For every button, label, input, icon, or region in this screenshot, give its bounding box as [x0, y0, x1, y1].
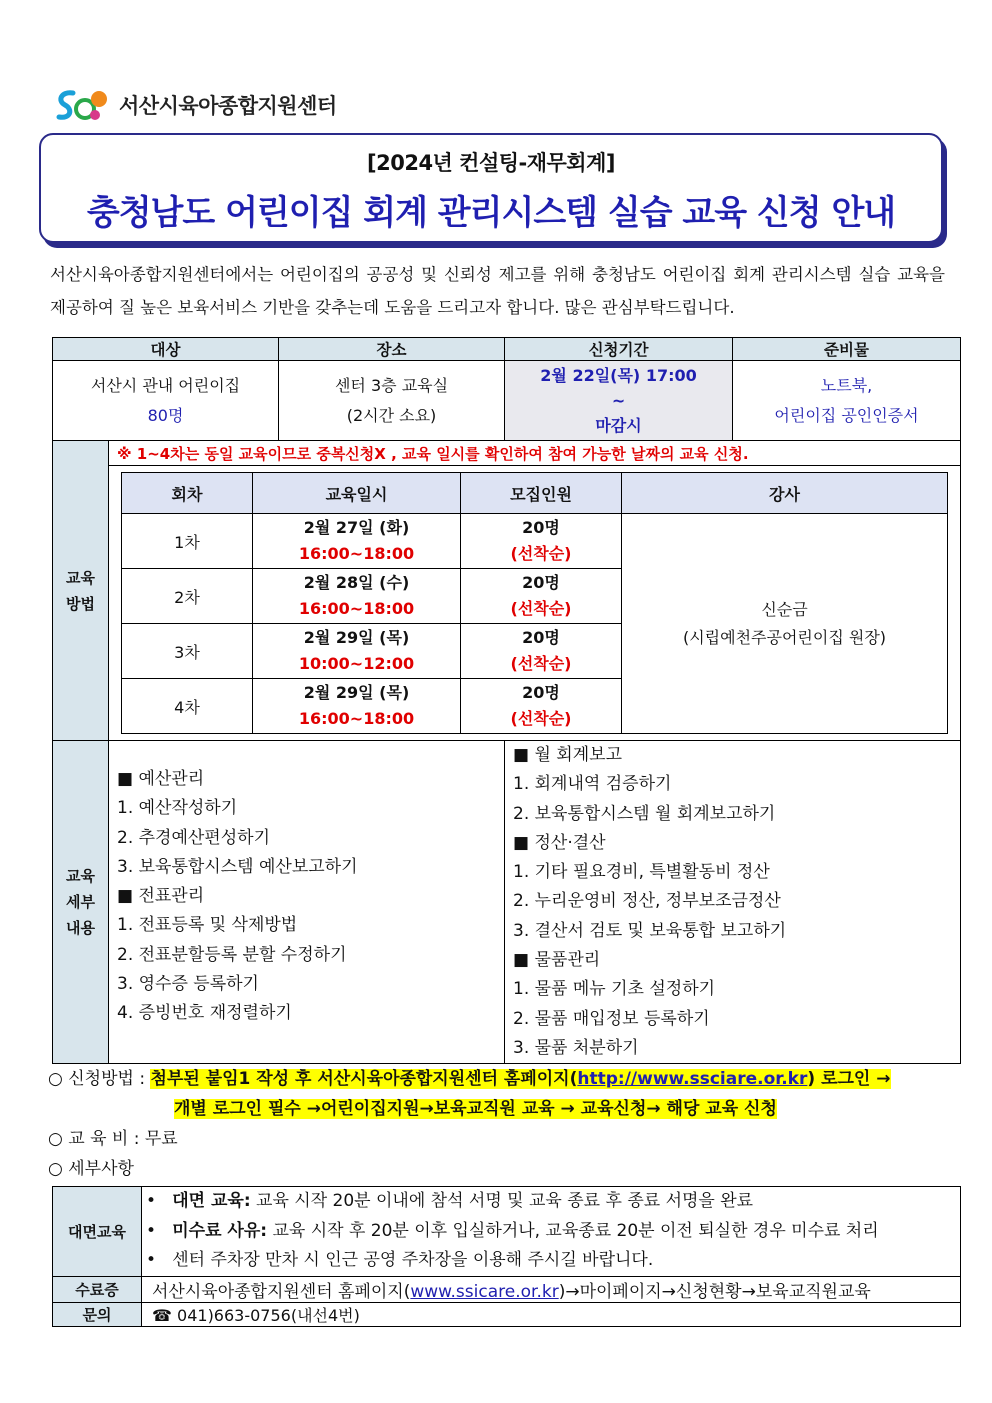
session-datetime [253, 569, 461, 624]
cert-link[interactable]: www.ssicare.or.kr [410, 1281, 559, 1302]
session-date: 2월 28일 (수) [303, 573, 410, 592]
instructor-title: (시립예천주공어린이집 원장) [682, 627, 887, 647]
contact-label: 문의 [53, 1302, 142, 1326]
period-end: 마감시 [595, 416, 642, 435]
session-row [122, 514, 948, 569]
session-capacity [461, 624, 622, 679]
detail-item: 3. 물품 처분하기 [513, 1037, 639, 1058]
session-capacity [461, 679, 622, 734]
session-table [121, 472, 948, 734]
detail-label: 교육 세부 내용 [53, 741, 109, 1064]
contact-number: 041)663-0756(내선4번) [171, 1305, 360, 1325]
apply-method [48, 1064, 948, 1094]
org-logo [55, 85, 337, 125]
session-header-count: 모집인원 [461, 473, 622, 514]
detail-item: 3. 결산서 검토 및 보육통합 보고하기 [513, 920, 787, 941]
face-label: 대면교육 [53, 1187, 142, 1277]
session-note: (선착순) [510, 654, 572, 673]
phone-icon: ☎ [152, 1305, 172, 1325]
fee-line: ○ 교 육 비 : 무료 [48, 1129, 178, 1149]
program-table [52, 337, 961, 1064]
session-round: 3차 [122, 624, 253, 679]
detail-item: ■ 전표관리 [117, 886, 205, 907]
cert-label: 수료증 [53, 1276, 142, 1302]
target-cell [53, 361, 279, 441]
detail-item: 1. 전표등록 및 삭제방법 [117, 915, 298, 936]
method-label: 교육 방법 [53, 441, 109, 741]
detail-item: ■ 물품관리 [513, 950, 601, 971]
detail-item: 2. 추경예산편성하기 [117, 827, 270, 848]
instructor-name: 신순금 [761, 599, 808, 619]
face-bullet-3: • 센터 주차장 만차 시 인근 공영 주차장을 이용해 주시길 바랍니다. [146, 1250, 654, 1270]
session-time: 10:00~12:00 [298, 654, 415, 673]
target-count: 80명 [147, 405, 184, 425]
detail-item: 1. 기타 필요경비, 특별활동비 정산 [513, 862, 770, 883]
homepage-link[interactable]: http://www.ssciare.or.kr [577, 1069, 808, 1089]
info-table [52, 1186, 961, 1327]
contact-content [142, 1302, 961, 1326]
session-header-round: 회차 [122, 473, 253, 514]
apply-step-1: 첨부된 붙임1 작성 후 서산시육아종합지원센터 홈페이지(http://www.ssciare.or.kr) 로그인 → [150, 1069, 891, 1089]
apply-method-line2 [48, 1094, 948, 1124]
title-box [39, 133, 943, 243]
period-cell [505, 361, 733, 441]
session-count: 20명 [522, 573, 560, 592]
detail-item: 1. 예산작성하기 [117, 798, 238, 819]
detail-item: 3. 보육통합시스템 예산보고하기 [117, 856, 358, 877]
session-time: 16:00~18:00 [298, 544, 415, 563]
session-date: 2월 29일 (목) [303, 628, 410, 647]
session-count: 20명 [522, 628, 560, 647]
header-target: 대상 [53, 338, 279, 361]
detail-item: ■ 월 회계보고 [513, 745, 622, 765]
cert-content: 서산시육아종합지원센터 홈페이지(www.ssicare.or.kr)→마이페이지→신청현황→보육교직원교육 [142, 1276, 961, 1302]
session-round: 2차 [122, 569, 253, 624]
session-header-date: 교육일시 [253, 473, 461, 514]
intro-paragraph: 서산시육아종합지원센터에서는 어린이집의 공공성 및 신뢰성 제고를 위해 충청남도 어린이집 회계 관리시스템 실습 교육을 제공하여 질 높은 보육서비스 기반을 갖추는데 도움을 드리고자 합니다. 많은 관심부탁드립니다. [50, 265, 945, 317]
details-label: ○ 세부사항 [48, 1159, 134, 1179]
detail-right [505, 741, 961, 1064]
detail-item: 1. 물품 메뉴 기초 설정하기 [513, 979, 716, 1000]
detail-left [109, 741, 505, 1064]
method-cell [109, 466, 961, 741]
session-count: 20명 [522, 518, 560, 537]
header-period: 신청기간 [505, 338, 733, 361]
session-header-instructor: 강사 [622, 473, 948, 514]
detail-item: 1. 회계내역 검증하기 [513, 774, 672, 795]
detail-item: 2. 전표분할등록 분할 수정하기 [117, 944, 347, 965]
org-name: 서산시육아종합지원센터 [119, 94, 337, 118]
session-note: (선착순) [510, 709, 572, 728]
place-cell [279, 361, 505, 441]
target-group: 서산시 관내 어린이집 [90, 375, 241, 395]
supplies-item-2: 어린이집 공인인증서 [774, 405, 919, 425]
header-supplies: 준비물 [733, 338, 961, 361]
session-time: 16:00~18:00 [298, 599, 415, 618]
session-count: 20명 [522, 683, 560, 702]
supplies-item-1: 노트북, [820, 375, 873, 395]
session-note: (선착순) [510, 599, 572, 618]
period-sep: ~ [611, 391, 626, 410]
session-time: 16:00~18:00 [298, 709, 415, 728]
face-bullet-2: • 미수료 사유: 교육 시작 후 20분 이후 입실하거나, 교육종료 20분 이전 퇴실한 경우 미수료 처리 [146, 1220, 879, 1241]
apply-section [48, 1064, 948, 1184]
detail-item: 3. 영수증 등록하기 [117, 974, 259, 995]
org-logo-icon [55, 85, 113, 125]
session-note: (선착순) [510, 544, 572, 563]
place-name: 센터 3층 교육실 [334, 375, 449, 395]
detail-item: 4. 증빙번호 재정렬하기 [117, 1003, 292, 1024]
detail-item: 2. 누리운영비 정산, 정부보조금정산 [513, 891, 781, 912]
session-capacity [461, 514, 622, 569]
face-content [142, 1187, 961, 1277]
session-capacity [461, 569, 622, 624]
supplies-cell [733, 361, 961, 441]
session-round: 1차 [122, 514, 253, 569]
header-place: 장소 [279, 338, 505, 361]
session-datetime [253, 624, 461, 679]
detail-item: 2. 물품 매입정보 등록하기 [513, 1008, 710, 1029]
session-date: 2월 27일 (화) [303, 518, 410, 537]
detail-item: ■ 예산관리 [117, 769, 205, 789]
session-datetime [253, 679, 461, 734]
method-notice: ※ 1~4차는 동일 교육이므로 중복신청X , 교육 일시를 확인하여 참여 가능한 날짜의 교육 신청. [109, 441, 961, 466]
page-title: 충청남도 어린이집 회계 관리시스템 실습 교육 신청 안내 [86, 193, 896, 233]
session-datetime [253, 514, 461, 569]
face-bullet-1: • 대면 교육: 교육 시작 20분 이내에 참석 서명 및 교육 종료 후 종료 서명을 완료 [146, 1191, 754, 1211]
place-duration: (2시간 소요) [346, 405, 437, 425]
detail-item: 2. 보육통합시스템 월 회계보고하기 [513, 803, 776, 824]
session-round: 4차 [122, 679, 253, 734]
subtitle: [2024년 컨설팅-재무회계] [367, 151, 615, 175]
apply-label: ○ 신청방법 : [48, 1069, 151, 1089]
instructor-cell [622, 514, 948, 734]
apply-step-2: 개별 로그인 필수 →어린이집지원→보육교직원 교육 → 교육신청→ 해당 교육 신청 [174, 1099, 777, 1119]
detail-item: ■ 정산·결산 [513, 832, 606, 853]
period-start: 2월 22일(목) 17:00 [540, 366, 697, 385]
session-date: 2월 29일 (목) [303, 683, 410, 702]
